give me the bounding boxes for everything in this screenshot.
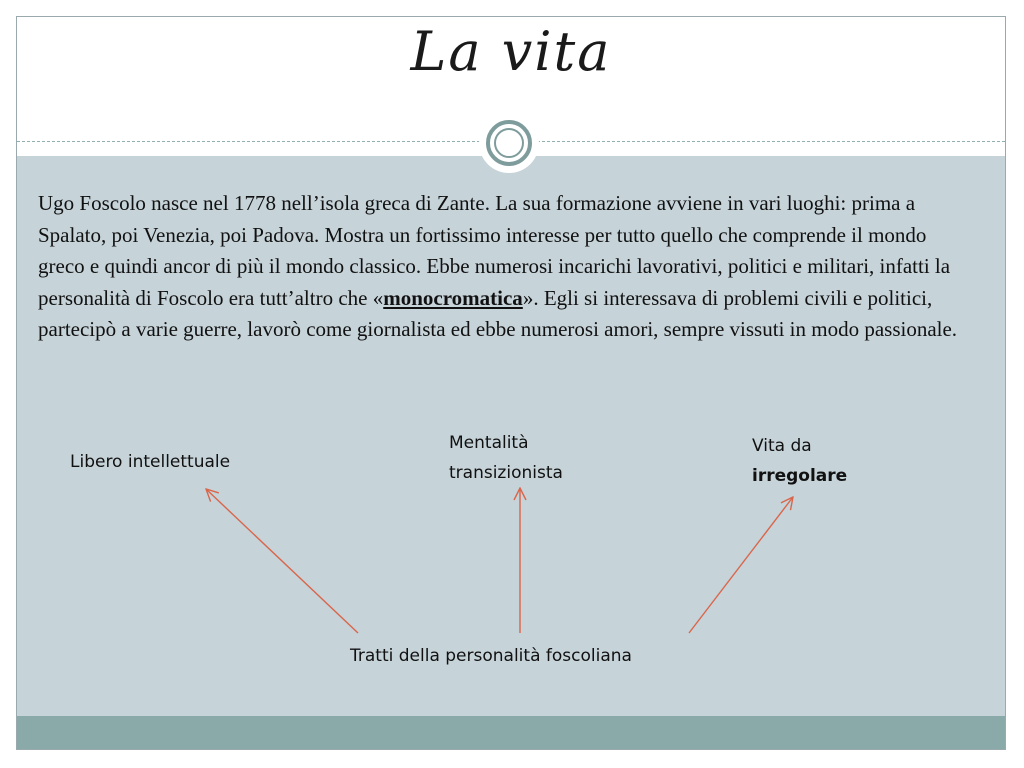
- trait-right-line2: irregolare: [752, 466, 848, 486]
- slide-title: La vita: [410, 20, 612, 83]
- trait-vita-irregolare: [752, 431, 847, 491]
- paragraph-text-after: ». Egli si interessava di problemi civili e politici, partecipò a varie guerre, lavorò come giornalista ed ebbe numerosi amori, sempre vissuti in modo passionale.: [38, 285, 958, 341]
- paragraph-emphasis: monocromatica: [383, 285, 523, 310]
- diagram-center-label: Tratti della personalità foscoliana: [350, 646, 632, 666]
- footer-bar: [17, 716, 1005, 749]
- paragraph-text-before: Ugo Foscolo nasce nel 1778 nell’isola greca di Zante. La sua formazione avviene in vari luoghi: prima a Spalato, poi Venezia, poi Padova. Mostra un fortissimo interesse per tutto quello che comprende il mondo greco e quindi ancor di più il mondo classico. Ebbe numerosi incarichi lavorativi, politici e militari, infatti la personalità di Foscolo era tutt’altro che «: [38, 191, 951, 310]
- trait-middle-line1: Mentalità: [449, 433, 529, 453]
- ornament-inner-ring: [494, 128, 524, 158]
- trait-middle-line2: transizionista: [449, 463, 563, 483]
- trait-libero-intellettuale: Libero intellettuale: [70, 452, 231, 472]
- trait-right-line1: Vita da: [752, 436, 812, 456]
- trait-mentalita-transizionista: [449, 428, 563, 488]
- body-paragraph: [38, 188, 978, 346]
